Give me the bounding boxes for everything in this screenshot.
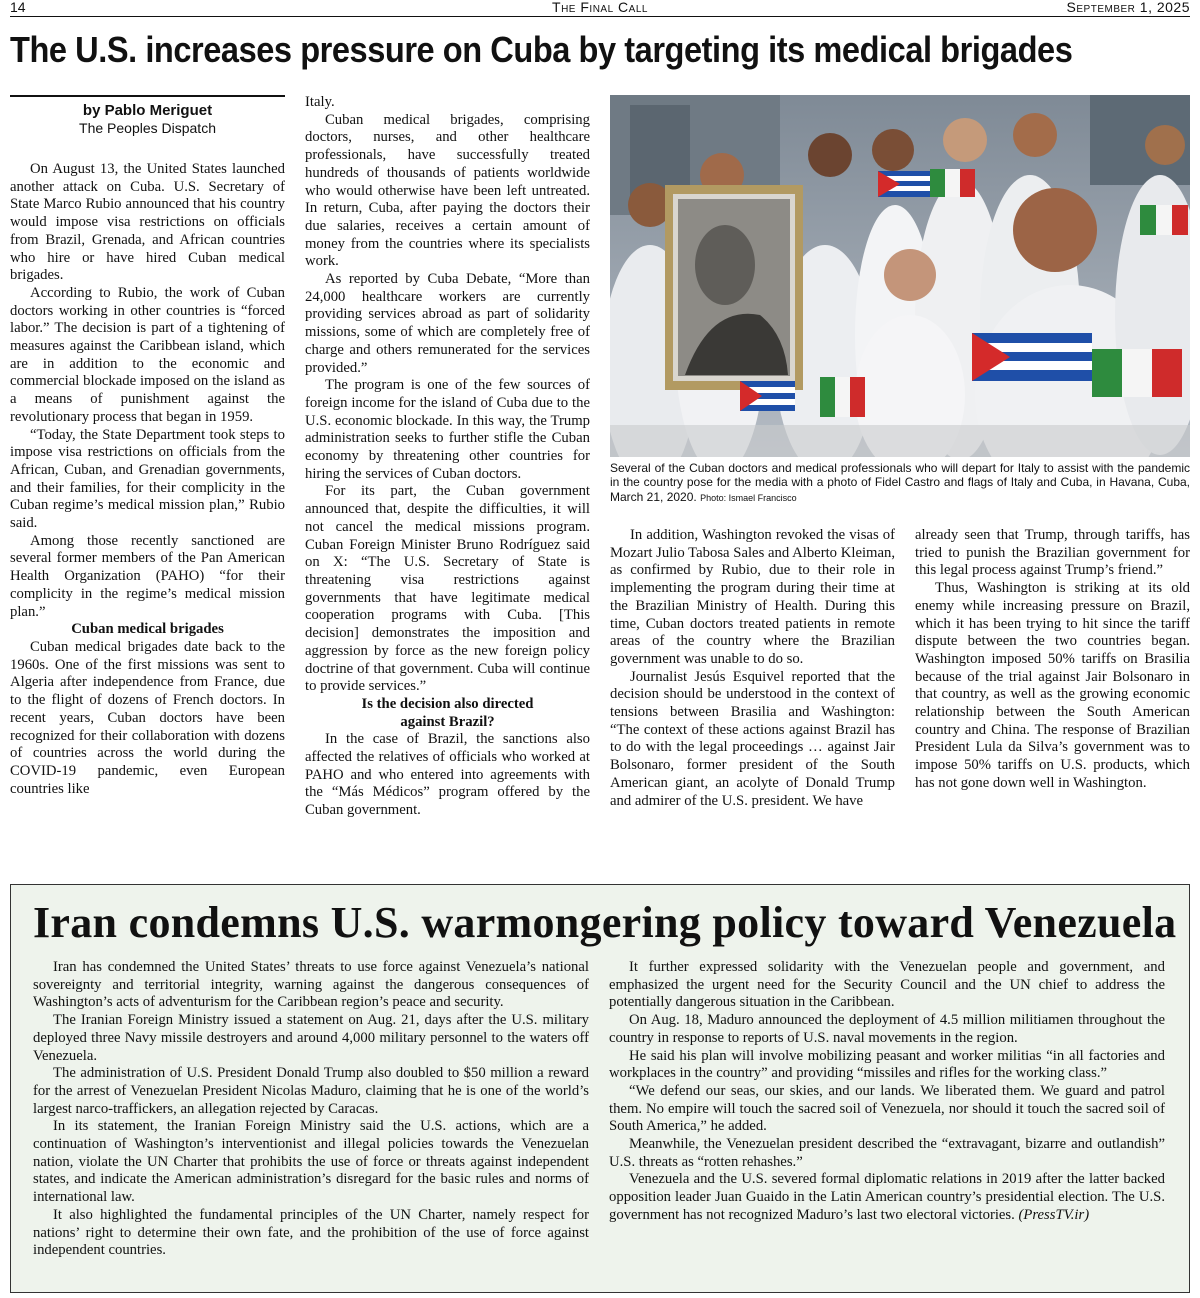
boxed-article-column-right [609, 959, 1165, 1225]
author-source: The Peoples Dispatch [79, 120, 216, 136]
caption-text: Several of the Cuban doctors and medical professionals who will depart for Italy to assist with the pandemic in the country pose for the media with a photo of Fidel Castro and flags of Italy and Cuba, in Havana, Cuba, March 21, 2020. [610, 461, 1190, 504]
publication-name: The Final Call [552, 0, 648, 15]
paragraph-text: Venezuela and the U.S. severed formal diplomatic relations in 2019 after the latter backed opposition leader Juan Guaido in the Latin American country’s presidential election. The U.S. government has not recognized Maduro’s last two electoral victories. [609, 1171, 1165, 1223]
boxed-article-headline: Iran condemns U.S. warmongering policy toward Venezuela [33, 898, 1177, 947]
photo-caption [610, 461, 1190, 505]
paragraph: On August 13, the United States launched another attack on Cuba. U.S. Secretary of State Marco Rubio announced that his country would impose visa restrictions on officials from Brazil, Grenada, and African countries who hire or have hired Cuban medical brigades. [10, 161, 285, 284]
author-name: by Pablo Meriguet [82, 102, 213, 119]
paragraph: Iran has condemned the United States’ threats to use force against Venezuela’s national sovereignty and territorial integrity, warning against the dangerous consequences of Washington’s acts of adventurism for the Caribbean region’s peace and security. [33, 959, 589, 1011]
article-column-1 [10, 95, 285, 855]
paragraph: Journalist Jesús Esquivel reported that the decision should be understood in the context of tensions between Brasilia and Washington: “The context of these actions against Brazil has to do with the legal proceedings … against Jair Bolsonaro, former president of the South American giant, an acolyte of Donald Trump and admirer of the U.S. president. We have [610, 668, 895, 809]
paragraph: “We defend our seas, our skies, and our lands. We liberated them. We guard and patrol them. No empire will touch the sacred soil of Venezuela, nor should it touch the sacred soil of South America,” he added. [609, 1082, 1165, 1135]
source-credit: (PressTV.ir) [1018, 1206, 1090, 1223]
paragraph: The program is one of the few sources of foreign income for the island of Cuba due to the U.S. economic blockade. In this way, the Trump administration seeks to further stifle the Cuban economy by threatening other countries for hiring the services of Cuban doctors. [305, 377, 590, 482]
paragraph: For its part, the Cuban government announced that, despite the difficulties, it will not cancel the medical missions program. Cuban Foreign Minister Bruno Rodríguez said on X: “The U.S. Secretary of State is threatening visa restrictions against governments that have legitimate medical cooperation programs with Cuba. [This decision] demonstrates the imposition and aggression by force as the new foreign policy doctrine of that government. Cuba will continue to provide services.” [305, 483, 590, 695]
paragraph: “Today, the State Department took steps to impose visa restrictions on officials from the African, Cuban, and Grenadian governments, and their families, for their complicity in the Cuban regime’s medical mission plan,” Rubio said. [10, 426, 285, 532]
photo-credit: Photo: Ismael Francisco [700, 492, 797, 503]
paragraph: Thus, Washington is striking at its old enemy while increasing pressure on Brazil, which it has been trying to hit since the tariff dispute between the two countries began. Washington imposed 50% tariffs on Brasilia because of the trial against Jair Bolsonaro in that country, as well as the growing economic relationship between the South American country and China. The response of Brazilian President Lula da Silva’s government was to impose 50% tariffs on U.S. products, which has not gone down well in Washington. [915, 580, 1190, 791]
paragraph: On Aug. 18, Maduro announced the deployment of 4.5 million militiamen throughout the country in response to reports of U.S. naval movements in the region. [609, 1012, 1165, 1046]
article-column-4 [915, 527, 1190, 855]
paragraph: The Iranian Foreign Ministry issued a statement on Aug. 21, days after the U.S. military deployed three Navy missile destroyers and around 4,000 military personnel to the waters off Venezuela. [33, 1012, 589, 1064]
paragraph: Cuban medical brigades, comprising doctors, nurses, and other healthcare professionals, have successfully treated hundreds of thousands of patients worldwide who would otherwise have been left untreated. In return, Cuba, after paying the doctors their due salaries, receives a certain amount of money from the countries where its specialists work. [305, 111, 590, 270]
paragraph: It further expressed solidarity with the Venezuelan people and government, and emphasized the urgent need for the Security Council and the UN chief to address the potentially dangerous situation in the Caribbean. [609, 959, 1165, 1011]
paragraph [609, 1171, 1165, 1224]
article-column-2 [305, 94, 590, 856]
paragraph: In its statement, the Iranian Foreign Ministry said the U.S. actions, which are a continuation of Washington’s interventionist and illegal policies towards the Venezuelan nation, violate the UN Charter that prohibits the use of force or threats against independent states, and indicate the American administration’s disregard for the basic rules and norms of international law. [33, 1118, 589, 1206]
issue-date: September 1, 2025 [1066, 0, 1190, 15]
subheading-line: Is the decision also directed [361, 695, 534, 712]
paragraph: The administration of U.S. President Donald Trump also doubled to $50 million a reward for the arrest of Venezuelan President Nicolas Maduro, claiming that he is one of the world’s largest narco-traffickers, an allegation rejected by Caracas. [33, 1065, 589, 1117]
photo-illustration [610, 95, 1190, 457]
paragraph: According to Rubio, the work of Cuban doctors working in other countries is “forced labor.” The decision is part of a tightening of measures against the Caribbean island, which are in addition to the economic and commercial blockade imposed on the island as a means of punishment against the revolutionary process that began in 1959. [10, 284, 285, 425]
boxed-article-column-left [33, 959, 589, 1260]
subheading-line: against Brazil? [400, 713, 495, 730]
paragraph: In the case of Brazil, the sanctions also affected the relatives of officials who worked at PAHO and who entered into agreements with the “Más Médicos” program offered by the Cuban government. [305, 731, 590, 819]
article-headline: The U.S. increases pressure on Cuba by targeting its medical brigades [10, 29, 1073, 70]
paragraph: In addition, Washington revoked the visas of Mozart Julio Tabosa Sales and Alberto Kleiman, as confirmed by Rubio, due to their role in implementing the program during their time at the Brazilian Ministry of Health. During this time, Cuban doctors treated patients in remote areas of the country where the Brazilian government was unable to do so. [610, 527, 895, 667]
paragraph: It also highlighted the fundamental principles of the UN Charter, namely respect for nations’ right to determine their own fate, and the prohibition of the use of force against independent countries. [33, 1206, 589, 1259]
article-column-3 [610, 527, 895, 855]
paragraph: Meanwhile, the Venezuelan president described the “extravagant, bizarre and outlandish” U.S. threats as “rotten rehashes.” [609, 1136, 1165, 1170]
article-photo [610, 95, 1190, 457]
byline [10, 95, 285, 137]
page-folio [10, 0, 1190, 17]
subheading [305, 696, 590, 731]
boxed-article [10, 884, 1190, 1293]
paragraph: He said his plan will involve mobilizing peasant and worker militias “in all factories and workplaces in the country” and providing “missiles and rifles for the working class.” [609, 1047, 1165, 1082]
page-number: 14 [10, 0, 26, 15]
paragraph-continued: already seen that Trump, through tariffs, has tried to punish the Brazilian government for this legal process against Trump’s friend.” [915, 527, 1190, 579]
paragraph: Cuban medical brigades date back to the 1960s. One of the first missions was sent to Algeria after independence from France, due to the flight of dozens of French doctors. In recent years, Cuban doctors have been recognized for their collaboration with dozens of countries across the world during the COVID-19 pandemic, even European countries like [10, 638, 285, 797]
paragraph: Among those recently sanctioned are several former members of the Pan American Health Organization (PAHO) “for their complicity in the regime’s medical mission plan.” [10, 532, 285, 620]
subheading: Cuban medical brigades [71, 621, 224, 638]
paragraph: As reported by Cuba Debate, “More than 24,000 healthcare workers are currently providing services abroad as part of solidarity missions, some of which are completely free of charge and others remunerated for the services provided.” [305, 271, 590, 376]
paragraph-continued: Italy. [305, 94, 335, 110]
